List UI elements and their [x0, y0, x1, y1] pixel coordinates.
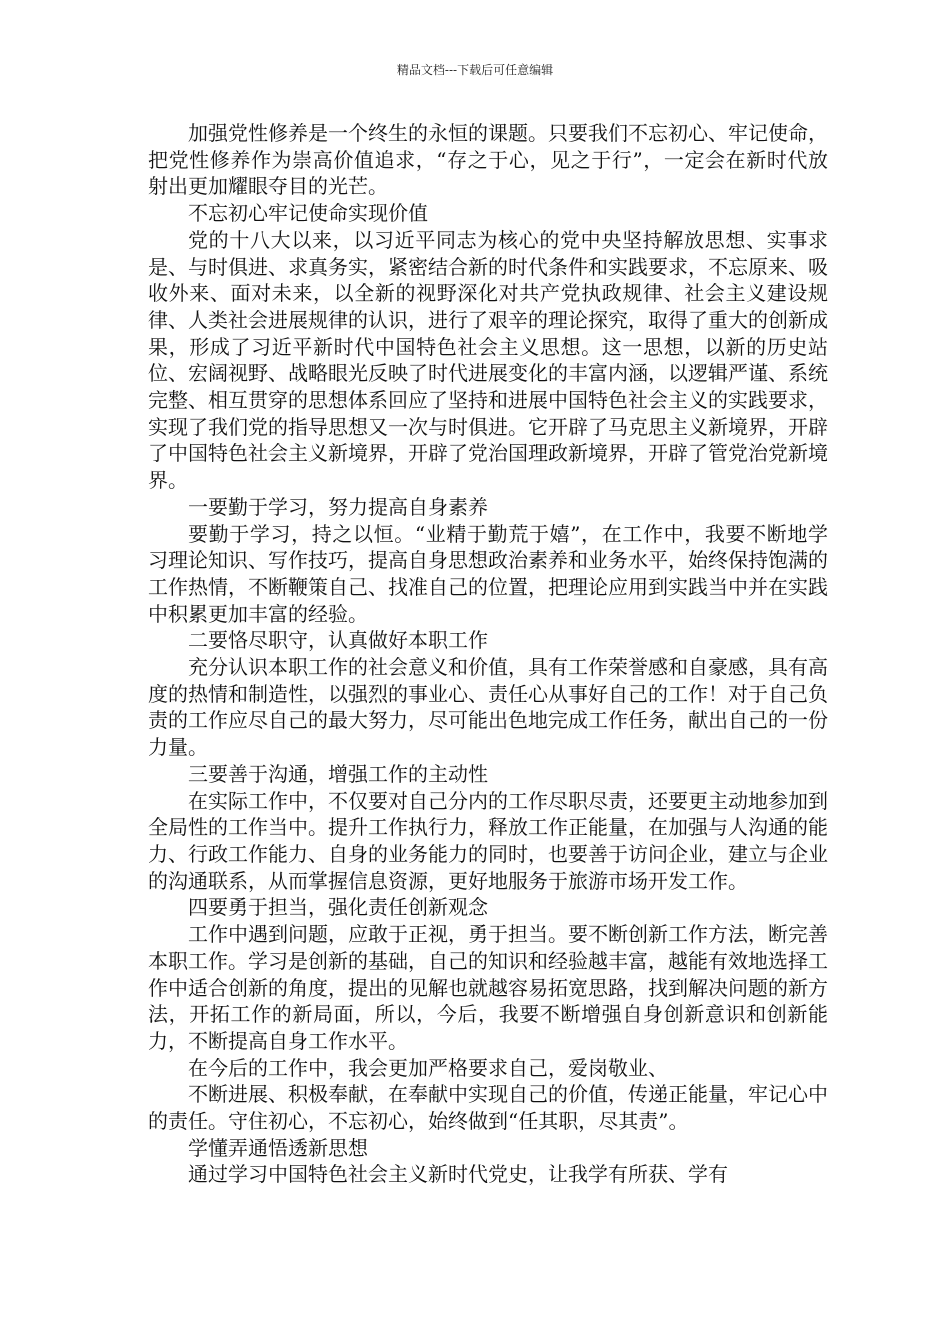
section-heading: 不忘初心牢记使命实现价值 [188, 201, 428, 226]
section-heading: 二要恪尽职守，认真做好本职工作 [188, 628, 488, 653]
paragraph: 在实际工作中，不仅要对自己分内的工作尽职尽责，还要更主动地参加到全局性的工作当中。提升工作执行力，释放工作正能量，在加强与人沟通的能力、行政工作能力、自身的业务能力的同时，也要善于访问企业，建立与企业的沟通联系，从而掌握信息资源，更好地服务于旅游市场开发工作。 [148, 788, 828, 893]
section-heading: 四要勇于担当，强化责任创新观念 [188, 895, 488, 920]
section-heading: 三要善于沟通，增强工作的主动性 [188, 761, 488, 786]
paragraph: 要勤于学习，持之以恒。“业精于勤荒于嬉”，在工作中，我要不断地学习理论知识、写作技巧，提高自身思想政治素养和业务水平，始终保持饱满的工作热情，不断鞭策自己、找准自己的位置，把理论应用到实践当中并在实践中积累更加丰富的经验。 [148, 521, 828, 626]
paragraph: 不断进展、积极奉献，在奉献中实现自己的价值，传递正能量，牢记心中的责任。守住初心，不忘初心，始终做到“任其职，尽其责”。 [148, 1082, 828, 1134]
paragraph: 加强党性修养是一个终生的永恒的课题。只要我们不忘初心、牢记使命，把党性修养作为崇高价值追求，“存之于心，见之于行”，一定会在新时代放射出更加耀眼夺目的光芒。 [148, 121, 828, 199]
section-heading: 学懂弄通悟透新思想 [188, 1135, 368, 1160]
section-heading: 一要勤于学习，努力提高自身素养 [188, 494, 488, 519]
paragraph: 充分认识本职工作的社会意义和价值，具有工作荣誉感和自豪感，具有高度的热情和制造性，以强烈的事业心、责任心从事好自己的工作！对于自己负责的工作应尽自己的最大努力，尽可能出色地完成工作任务，献出自己的一份力量。 [148, 655, 828, 760]
paragraph: 工作中遇到问题，应敢于正视，勇于担当。要不断创新工作方法，断完善本职工作。学习是创新的基础，自己的知识和经验越丰富，越能有效地选择工作中适合创新的角度，提出的见解也就越容易拓宽思路，找到解决问题的新方法，开拓工作的新局面，所以，今后，我要不断增强自身创新意识和创新能力，不断提高自身工作水平。 [148, 922, 828, 1053]
page-header: 精品文档---下载后可任意编辑 [396, 63, 554, 77]
paragraph: 在今后的工作中，我会更加严格要求自己，爱岗敬业、 [188, 1055, 668, 1080]
paragraph: 党的十八大以来，以习近平同志为核心的党中央坚持解放思想、实事求是、与时俱进、求真务实，紧密结合新的时代条件和实践要求，不忘原来、吸收外来、面对未来，以全新的视野深化对共产党执政规律、社会主义建设规律、人类社会进展规律的认识，进行了艰辛的理论探究，取得了重大的创新成果，形成了习近平新时代中国特色社会主义思想。这一思想，以新的历史站位、宏阔视野、战略眼光反映了时代进展变化的丰富内涵，以逻辑严谨、系统完整、相互贯穿的思想体系回应了坚持和进展中国特色社会主义的实践要求，实现了我们党的指导思想又一次与时俱进。它开辟了马克思主义新境界，开辟了中国特色社会主义新境界，开辟了党治国理政新境界，开辟了管党治党新境界。 [148, 227, 828, 493]
document-body [148, 120, 828, 1188]
paragraph: 通过学习中国特色社会主义新时代党史，让我学有所获、学有 [188, 1162, 728, 1187]
